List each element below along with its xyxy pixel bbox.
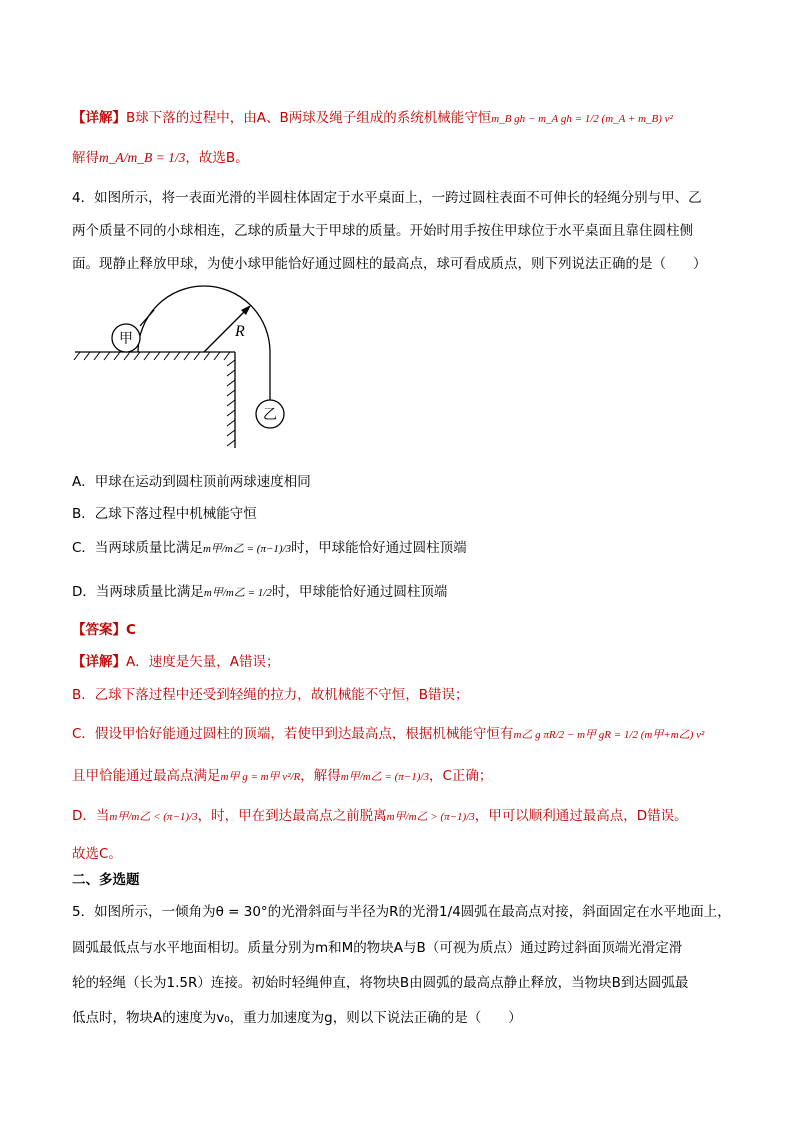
detail-q3-text: B球下落的过程中，由A、B两球及绳子组成的系统机械能守恒: [126, 110, 492, 126]
radius-label: R: [235, 323, 245, 340]
detail-q3-line: [72, 108, 673, 129]
detail-tag: 【详解】: [72, 110, 126, 126]
detail-c-formula: m乙 g πR/2 − m甲 gR = 1/2 (m甲+m乙) v²: [513, 729, 705, 741]
q4-stem-line1: 4．如图所示，将一表面光滑的半圆柱体固定于水平桌面上，一跨过圆柱表面不可伸长的轻绳分别与甲、乙: [72, 190, 702, 206]
q4-detail-c: [72, 724, 704, 745]
detail-c2-prefix: 且甲恰能通过最高点满足: [72, 768, 221, 784]
q5-stem-line3: 轮的轻绳（长为1.5R）连接。初始时轻绳伸直，将物块B由圆弧的最高点静止释放，当物块B到达圆弧最: [72, 975, 689, 991]
option-d-fraction: m甲/m乙 = 1/2: [203, 587, 272, 599]
detail-tag: 【详解】: [72, 654, 126, 670]
detail-c2-suffix: ，C正确；: [428, 768, 493, 784]
q4-detail-c2: [72, 766, 492, 787]
q4-detail-d: [72, 806, 688, 827]
q5-stem-line4: 低点时，物块A的速度为v₀，重力加速度为g，则以下说法正确的是（ ）: [72, 1010, 522, 1026]
q5-stem-line2: 圆弧最低点与水平地面相切。质量分别为m和M的物块A与B（可视为质点）通过跨过斜面顶端光滑定滑: [72, 940, 683, 956]
option-c-fraction: m甲/m乙 = (π−1)/3: [202, 543, 292, 555]
option-d-suffix: 时，甲球能恰好通过圆柱顶端: [271, 584, 448, 600]
detail-d-mid: ，时，甲在到达最高点之前脱离: [197, 808, 387, 824]
ball-yi-label: 乙: [263, 408, 277, 423]
solve-prefix: 解得: [72, 150, 99, 166]
detail-c-text: C．假设甲恰好能通过圆柱的顶端，若使甲到达最高点，根据机械能守恒有: [72, 726, 514, 742]
q4-option-a: A．甲球在运动到圆柱顶前两球速度相同: [72, 474, 311, 490]
q4-option-d: [72, 582, 447, 603]
ball-jia-label: 甲: [119, 332, 133, 347]
detail-a-text: A．速度是矢量，A错误；: [126, 654, 280, 670]
q4-stem-line2: 两个质量不同的小球相连，乙球的质量大于甲球的质量。开始时用手按住甲球位于水平桌面且靠住圆柱侧: [72, 223, 693, 239]
q4-option-b: B．乙球下落过程中机械能守恒: [72, 506, 257, 522]
q4-conclusion: 故选C。: [72, 846, 122, 862]
detail-d-formula2: m甲/m乙 > (π−1)/3: [386, 811, 475, 823]
q4-option-c: [72, 538, 467, 559]
detail-c2-formula2: m甲/m乙 = (π−1)/3: [340, 771, 429, 783]
detail-d-formula1: m甲/m乙 < (π−1)/3: [109, 811, 198, 823]
detail-c2-mid: ，解得: [300, 768, 341, 784]
q4-answer: 【答案】C: [72, 622, 136, 638]
q4-detail-b: B．乙球下落过程中还受到轻绳的拉力，故机械能不守恒，B错误；: [72, 687, 469, 703]
solve-q3-line: [72, 148, 249, 168]
detail-d-suffix: ，甲可以顺利通过最高点，D错误。: [474, 808, 688, 824]
option-c-prefix: C．当两球质量比满足: [72, 540, 203, 556]
option-c-suffix: 时，甲球能恰好通过圆柱顶端: [291, 540, 467, 556]
detail-d-prefix: D．当: [72, 808, 110, 824]
q4-figure: [70, 280, 320, 452]
option-d-prefix: D．当两球质量比满足: [72, 584, 204, 600]
detail-q3-formula: m_B gh − m_A gh = 1/2 (m_A + m_B) v²: [491, 113, 673, 125]
solve-suffix: ，故选B。: [185, 150, 249, 166]
q5-stem-line1: 5．如图所示，一倾角为θ = 30°的光滑斜面与半径为R的光滑1/4圆弧在最高点对接，斜面固定在水平地面上，: [72, 904, 731, 920]
detail-c2-formula1: m甲 g = m甲 v²/R: [220, 771, 301, 783]
solve-formula: m_A/m_B = 1/3: [99, 150, 186, 165]
q4-stem-line3: 面。现静止释放甲球，为使小球甲能恰好通过圆柱的最高点，球可看成质点，则下列说法正确的是（ ）: [72, 256, 707, 272]
q4-detail-a: [72, 652, 279, 672]
section-title-multi-choice: 二、多选题: [72, 872, 140, 888]
